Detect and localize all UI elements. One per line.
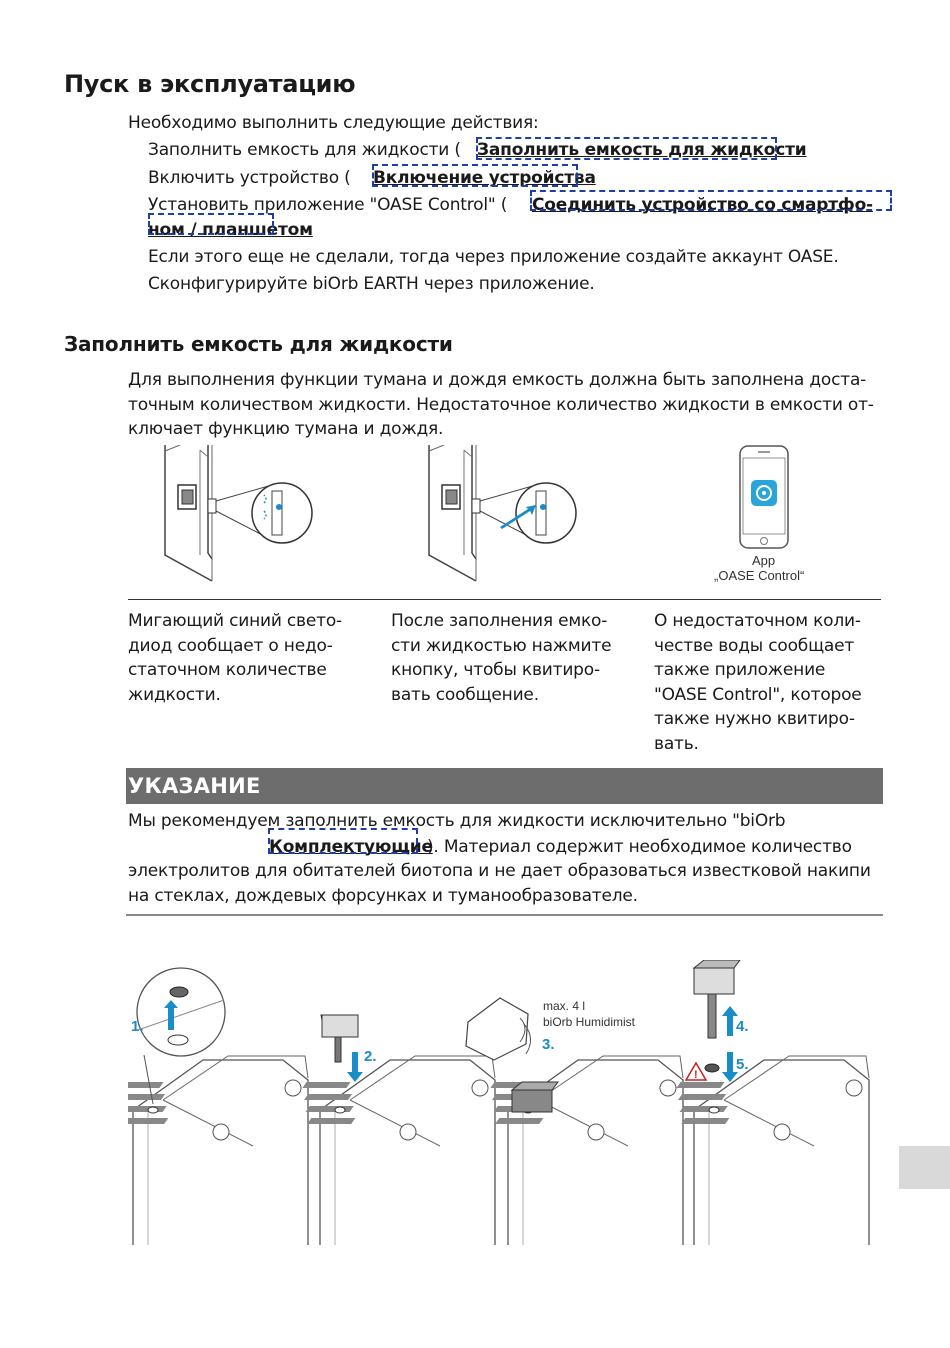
step-2-label: 2. [364,1048,377,1065]
note-line: ). Материал содержит необходимое количество [427,837,852,857]
step-4-text: Если этого еще не сделали, тогда через приложение создайте аккаунт OASE. [148,247,839,267]
step-3-label: 3. [542,1036,555,1053]
caption-line: После заполнения емко- [391,611,608,631]
caption-line: Мигающий синий свето- [128,611,342,631]
device-led-illustration [160,445,315,583]
note-line: электролитов для обитателей биотопа и не дает образоваться известковой накипи [128,861,871,881]
app-label: App [752,553,776,568]
caption-led [128,609,342,707]
section-title-fill-tank: Заполнить емкость для жидкости [64,332,453,356]
step-5-text: Сконфигурируйте biOrb EARTH через приложение. [148,274,595,294]
paragraph-line: точным количеством жидкости. Недостаточное количество жидкости в емкости от- [128,395,874,415]
caption-line: жидкости. [128,684,221,705]
paragraph-line: ключает функцию тумана и дождя. [128,419,444,439]
bottle-product-label: biOrb Humidimist [543,1015,636,1029]
paragraph-line: Для выполнения функции тумана и дождя емкость должна быть заполнена доста- [128,370,867,390]
step-4-label: 4. [736,1018,749,1035]
note-title: УКАЗАНИЕ [128,774,261,798]
section-title-commissioning: Пуск в эксплуатацию [64,70,356,98]
caption-line: О недостаточном коли- [654,611,861,631]
caption-line: вать сообщение. [391,684,539,705]
svg-text:!: ! [694,1069,698,1081]
note-line: Мы рекомендуем заполнить емкость для жидкости исключительно "biOrb [128,811,786,831]
caption-line: также нужно квитиро- [654,709,855,729]
bottle-capacity-label: max. 4 l [543,999,586,1013]
note-bottom-rule [126,914,883,916]
page-tab-marker [899,1146,950,1189]
device-button-press-illustration [424,445,579,583]
step-1-link[interactable]: Заполнить емкость для жидкости [477,140,807,160]
refill-steps-illustration [128,960,880,1245]
step-2-link[interactable]: Включение устройства [373,168,596,188]
caption-line: диод сообщает о недо- [128,635,333,656]
caption-line: сти жидкостью нажмите [391,635,612,656]
table-divider [128,599,881,600]
note-line: на стеклах, дождевых форсунках и туманообразователе. [128,886,638,906]
step-5-label: 5. [736,1056,749,1073]
intro-text: Необходимо выполнить следующие действия: [128,113,539,133]
caption-app [654,609,862,756]
step-1-label: 1. [131,1018,144,1035]
step-3-text: Установить приложение "OASE Control" ( [148,195,508,215]
caption-line: также приложение [654,660,826,680]
accessories-link[interactable]: Комплектующие [269,837,433,857]
caption-line: вать. [654,733,699,754]
app-name-label: „OASE Control“ [714,568,805,583]
caption-line: кнопку, чтобы квитиро- [391,660,600,680]
step-3-link-part-1[interactable]: Соединить устройство со смартфо- [532,195,873,215]
caption-button [391,609,611,707]
caption-line: статочном количестве [128,660,327,680]
step-1-text: Заполнить емкость для жидкости ( [148,140,461,160]
caption-line: "OASE Control", которое [654,684,862,705]
caption-line: честве воды сообщает [654,635,855,656]
step-2-text: Включить устройство ( [148,168,351,188]
step-3-link-part-2[interactable]: ном / планшетом [148,220,313,240]
